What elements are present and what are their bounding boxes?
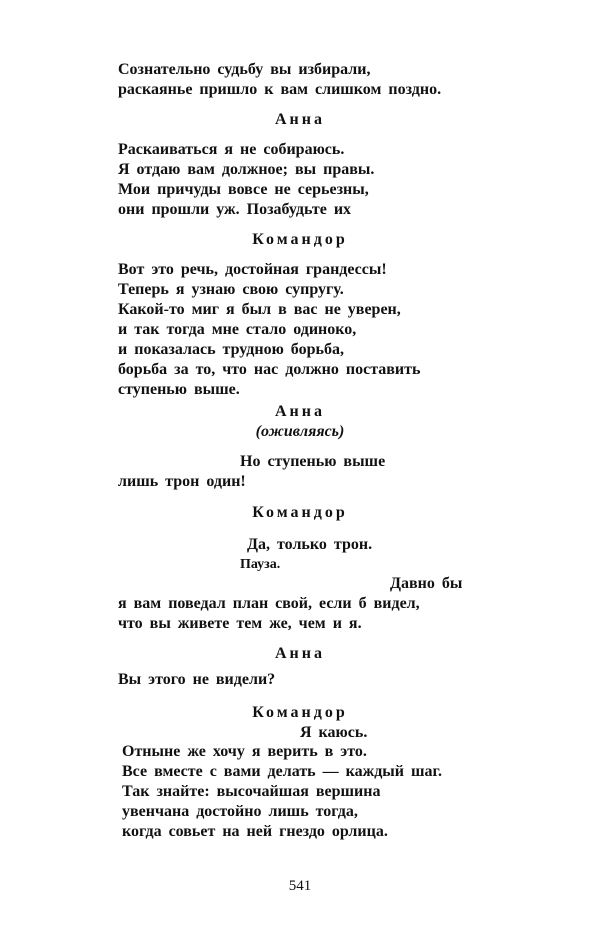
verse-line: Я каюсь. <box>300 724 368 741</box>
verse-line: ступенью выше. <box>118 381 240 398</box>
verse-line: Сознательно судьбу вы избирали, <box>118 61 371 78</box>
verse-line: Все вместе с вами делать — каждый шаг. <box>122 763 442 780</box>
verse-line: я вам поведал план свой, если б видел, <box>118 595 420 612</box>
verse-line: Какой-то миг я был в вас не уверен, <box>118 301 401 318</box>
verse-line: и так тогда мне стало одиноко, <box>118 321 357 338</box>
verse-line: Мои причуды вовсе не серьезны, <box>118 181 369 198</box>
speaker-name: Командор <box>252 504 348 521</box>
verse-line: Теперь я узнаю свою супругу. <box>118 281 344 298</box>
verse-line: Так знайте: высочайшая вершина <box>122 783 381 800</box>
verse-line: Да, только трон. <box>247 536 373 553</box>
verse-line: Вот это речь, достойная грандессы! <box>118 261 387 278</box>
verse-line: борьба за то, что нас должно поставить <box>118 361 421 378</box>
verse-line: они прошли уж. Позабудьте их <box>118 201 352 218</box>
verse-line: Раскаиваться я не собираюсь. <box>118 141 345 158</box>
verse-line: Вы этого не видели? <box>118 671 276 688</box>
verse-line: и показалась трудною борьба, <box>118 341 344 358</box>
speaker-name: Командор <box>252 704 348 721</box>
verse-line: раскаянье пришло к вам слишком поздно. <box>118 81 442 98</box>
stage-direction: (оживляясь) <box>255 423 345 440</box>
stage-direction: Пауза. <box>240 557 281 572</box>
verse-line: Но ступенью выше <box>240 453 386 470</box>
verse-line: Давно бы <box>390 575 463 592</box>
speaker-name: Анна <box>275 111 325 128</box>
verse-line: Отныне же хочу я верить в это. <box>122 743 367 760</box>
page-number: 541 <box>288 878 312 894</box>
verse-line: увенчана достойно лишь тогда, <box>122 803 358 820</box>
verse-line: что вы живете тем же, чем и я. <box>118 615 362 632</box>
speaker-name: Анна <box>275 403 325 420</box>
verse-line: когда совьет на ней гнездо орлица. <box>122 823 388 840</box>
speaker-name: Командор <box>252 231 348 248</box>
speaker-name: Анна <box>275 645 325 662</box>
verse-line: Я отдаю вам должное; вы правы. <box>118 161 375 178</box>
verse-line: лишь трон один! <box>118 473 246 490</box>
